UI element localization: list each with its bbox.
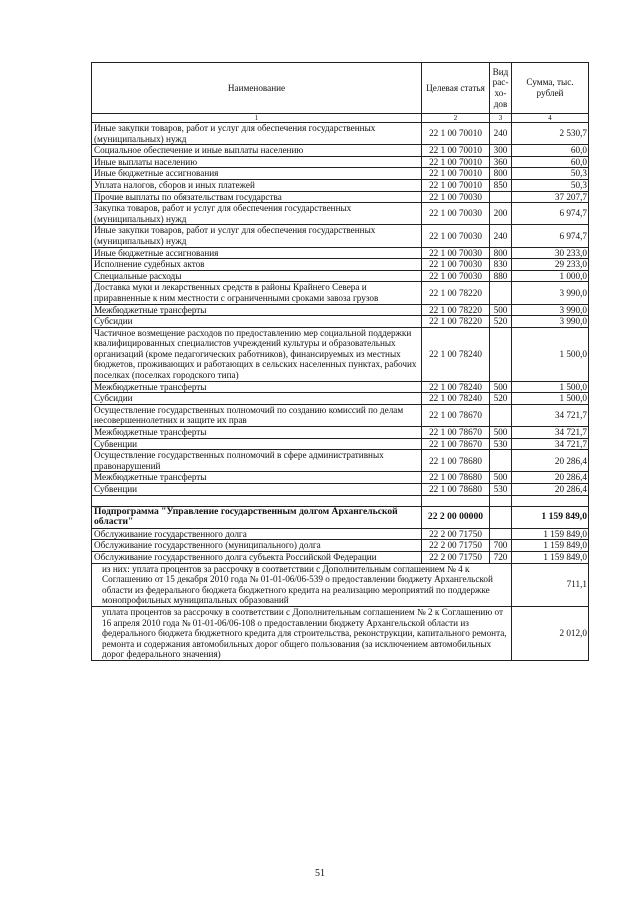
row-sum: 37 207,7 — [512, 191, 589, 203]
row-type: 530 — [490, 438, 512, 450]
header-code: Целевая статья — [422, 63, 490, 114]
row-code: 22 1 00 78240 — [422, 327, 490, 381]
table-body-section-2 — [92, 528, 589, 563]
row-type: 880 — [490, 270, 512, 282]
col-number: 2 — [422, 114, 490, 123]
row-name: Субвенции — [92, 484, 422, 496]
row-code: 22 1 00 70030 — [422, 247, 490, 259]
row-name: Осуществление государственных полномочий по созданию комиссий по делам несовершеннолетних и защите их прав — [92, 404, 422, 426]
page-number: 51 — [315, 868, 325, 879]
spacer-row — [92, 495, 589, 506]
table-row — [92, 270, 589, 282]
row-sum: 50,3 — [512, 179, 589, 191]
row-sum: 20 286,4 — [512, 484, 589, 496]
row-name: Обслуживание государственного долга субъекта Российской Федерации — [92, 551, 422, 563]
row-name: Иные закупки товаров, работ и услуг для обеспечения государственных (муниципальных) нужд — [92, 123, 422, 145]
row-type: 800 — [490, 247, 512, 259]
row-code: 22 1 00 78670 — [422, 438, 490, 450]
row-name: Обслуживание государственного долга — [92, 528, 422, 540]
row-code: 22 1 00 70030 — [422, 259, 490, 271]
row-name: Специальные расходы — [92, 270, 422, 282]
table-row — [92, 551, 589, 563]
row-name: Иные бюджетные ассигнования — [92, 247, 422, 259]
row-name: Исполнение судебных актов — [92, 259, 422, 271]
row-name: Субвенции — [92, 438, 422, 450]
row-name: Частичное возмещение расходов по предоставлению мер социальной поддержки квалифицированных специалистов учреждений культуры и образовательных организаций (кроме педагогических работников), финансируемых из местных бюджетов, проживающих и работающих в сельских населенных пунктах, рабочих поселках (поселках городского типа) — [92, 327, 422, 381]
row-name: Межбюджетные трансферты — [92, 472, 422, 484]
table-body-section-1 — [92, 123, 589, 496]
row-sum: 3 990,0 — [512, 316, 589, 328]
row-name: Доставка муки и лекарственных средств в районы Крайнего Севера и приравненные к ним местности с ограниченными сроками завоза грузов — [92, 282, 422, 304]
row-code: 22 1 00 78670 — [422, 427, 490, 439]
table-row — [92, 168, 589, 180]
row-code: 22 2 00 71750 — [422, 540, 490, 552]
row-sum: 34 721,7 — [512, 438, 589, 450]
row-type: 300 — [490, 145, 512, 157]
row-type — [490, 327, 512, 381]
header-row — [92, 63, 589, 114]
note-text: из них: уплата процентов за рассрочку в соответствии с Дополнительным соглашением № 4 к Соглашению от 15 декабря 2010 года № 01-01-06/06-539 о предоставлении бюджету Архангельской области из федерального бюджета бюджетного кредита на реализацию мероприятий по поддержке монопрофильных муниципальных образований — [92, 563, 512, 606]
table-row — [92, 225, 589, 247]
table-row — [92, 450, 589, 472]
table-row — [92, 316, 589, 328]
row-sum: 2 530,7 — [512, 123, 589, 145]
row-name: Осуществление государственных полномочий в сфере административных правонарушений — [92, 450, 422, 472]
row-name: Иные бюджетные ассигнования — [92, 168, 422, 180]
row-code: 22 1 00 78680 — [422, 472, 490, 484]
row-type — [490, 528, 512, 540]
table-row — [92, 540, 589, 552]
row-sum: 20 286,4 — [512, 472, 589, 484]
row-type — [490, 282, 512, 304]
row-name: Подпрограмма "Управление государственным долгом Архангельской области" — [92, 506, 422, 528]
row-type — [490, 404, 512, 426]
row-code: 22 1 00 78220 — [422, 304, 490, 316]
row-sum: 29 233,0 — [512, 259, 589, 271]
row-code: 22 1 00 70010 — [422, 145, 490, 157]
row-type: 830 — [490, 259, 512, 271]
row-type: 530 — [490, 484, 512, 496]
row-type: 720 — [490, 551, 512, 563]
row-code: 22 1 00 78680 — [422, 450, 490, 472]
table-row — [92, 203, 589, 225]
row-sum: 1 159 849,0 — [512, 540, 589, 552]
col-number: 3 — [490, 114, 512, 123]
table-row — [92, 484, 589, 496]
note-sum: 711,1 — [512, 563, 589, 606]
row-name: Обслуживание государственного (муниципального) долга — [92, 540, 422, 552]
row-sum: 6 974,7 — [512, 225, 589, 247]
row-code: 22 2 00 71750 — [422, 528, 490, 540]
table-row — [92, 381, 589, 393]
note-sum: 2 012,0 — [512, 606, 589, 660]
row-sum: 1 500,0 — [512, 393, 589, 405]
row-type: 700 — [490, 540, 512, 552]
row-type: 520 — [490, 393, 512, 405]
table-row — [92, 247, 589, 259]
row-code: 22 1 00 70010 — [422, 123, 490, 145]
row-code: 22 1 00 70010 — [422, 156, 490, 168]
row-sum: 1 000,0 — [512, 270, 589, 282]
row-code: 22 1 00 70030 — [422, 225, 490, 247]
row-sum: 20 286,4 — [512, 450, 589, 472]
header-name: Наименование — [92, 63, 422, 114]
note-text: уплата процентов за рассрочку в соответствии с Дополнительным соглашением № 2 к Соглашению от 16 апреля 2010 года № 01-01-06/06-108 о предоставлении бюджету Архангельской области из федерального бюджета бюджетного кредита для строительства, реконструкции, капитального ремонта, ремонта и содержания автомобильных дорог общего пользования (за исключением автомобильных дорог федерального значения) — [92, 606, 512, 660]
row-sum: 34 721,7 — [512, 404, 589, 426]
table-row — [92, 179, 589, 191]
row-name: Прочие выплаты по обязательствам государства — [92, 191, 422, 203]
row-name: Уплата налогов, сборов и иных платежей — [92, 179, 422, 191]
row-sum: 34 721,7 — [512, 427, 589, 439]
row-name: Субсидии — [92, 316, 422, 328]
table-row — [92, 259, 589, 271]
row-code: 22 1 00 78220 — [422, 316, 490, 328]
note-row — [92, 606, 589, 660]
table-row — [92, 393, 589, 405]
table-row — [92, 156, 589, 168]
row-code: 22 1 00 78670 — [422, 404, 490, 426]
table-row — [92, 327, 589, 381]
row-code: 22 1 00 78680 — [422, 484, 490, 496]
row-type: 500 — [490, 427, 512, 439]
row-name: Иные закупки товаров, работ и услуг для обеспечения государственных (муниципальных) нужд — [92, 225, 422, 247]
col-number: 1 — [92, 114, 422, 123]
row-name: Межбюджетные трансферты — [92, 304, 422, 316]
row-sum: 30 233,0 — [512, 247, 589, 259]
row-sum: 1 500,0 — [512, 381, 589, 393]
note-row — [92, 563, 589, 606]
header-type: Вид рас-хо-дов — [490, 63, 512, 114]
table-row — [92, 282, 589, 304]
row-code: 22 1 00 70030 — [422, 270, 490, 282]
table-body-notes — [92, 563, 589, 660]
table-row — [92, 123, 589, 145]
budget-table — [91, 62, 589, 661]
row-sum: 6 974,7 — [512, 203, 589, 225]
table-body-subprogram — [92, 495, 589, 528]
budget-table-page — [91, 62, 588, 661]
table-row — [92, 528, 589, 540]
row-code: 22 1 00 70030 — [422, 191, 490, 203]
row-type: 240 — [490, 123, 512, 145]
row-type: 500 — [490, 381, 512, 393]
row-name: Межбюджетные трансферты — [92, 381, 422, 393]
row-sum: 1 500,0 — [512, 327, 589, 381]
header-sum: Сумма, тыс. рублей — [512, 63, 589, 114]
row-name: Межбюджетные трансферты — [92, 427, 422, 439]
row-sum: 1 159 849,0 — [512, 506, 589, 528]
row-code: 22 1 00 70030 — [422, 203, 490, 225]
row-code: 22 1 00 78240 — [422, 381, 490, 393]
row-sum: 1 159 849,0 — [512, 528, 589, 540]
subprogram-row — [92, 506, 589, 528]
row-name: Закупка товаров, работ и услуг для обеспечения государственных (муниципальных) нужд — [92, 203, 422, 225]
table-row — [92, 438, 589, 450]
row-type: 200 — [490, 203, 512, 225]
table-row — [92, 472, 589, 484]
col-number: 4 — [512, 114, 589, 123]
row-sum: 3 990,0 — [512, 304, 589, 316]
row-sum: 50,3 — [512, 168, 589, 180]
table-row — [92, 191, 589, 203]
row-type: 520 — [490, 316, 512, 328]
row-code: 22 2 00 00000 — [422, 506, 490, 528]
row-name: Субсидии — [92, 393, 422, 405]
row-type — [490, 450, 512, 472]
row-type — [490, 506, 512, 528]
row-name: Социальное обеспечение и иные выплаты населению — [92, 145, 422, 157]
row-code: 22 1 00 70010 — [422, 168, 490, 180]
row-type: 500 — [490, 472, 512, 484]
row-type: 240 — [490, 225, 512, 247]
row-sum: 3 990,0 — [512, 282, 589, 304]
row-code: 22 2 00 71750 — [422, 551, 490, 563]
column-number-row — [92, 114, 589, 123]
row-name: Иные выплаты населению — [92, 156, 422, 168]
row-sum: 1 159 849,0 — [512, 551, 589, 563]
row-type: 360 — [490, 156, 512, 168]
row-sum: 60,0 — [512, 156, 589, 168]
row-code: 22 1 00 70010 — [422, 179, 490, 191]
table-row — [92, 427, 589, 439]
table-row — [92, 304, 589, 316]
table-row — [92, 404, 589, 426]
row-code: 22 1 00 78220 — [422, 282, 490, 304]
row-type: 850 — [490, 179, 512, 191]
row-type: 500 — [490, 304, 512, 316]
row-sum: 60,0 — [512, 145, 589, 157]
row-code: 22 1 00 78240 — [422, 393, 490, 405]
table-row — [92, 145, 589, 157]
row-type — [490, 191, 512, 203]
row-type: 800 — [490, 168, 512, 180]
